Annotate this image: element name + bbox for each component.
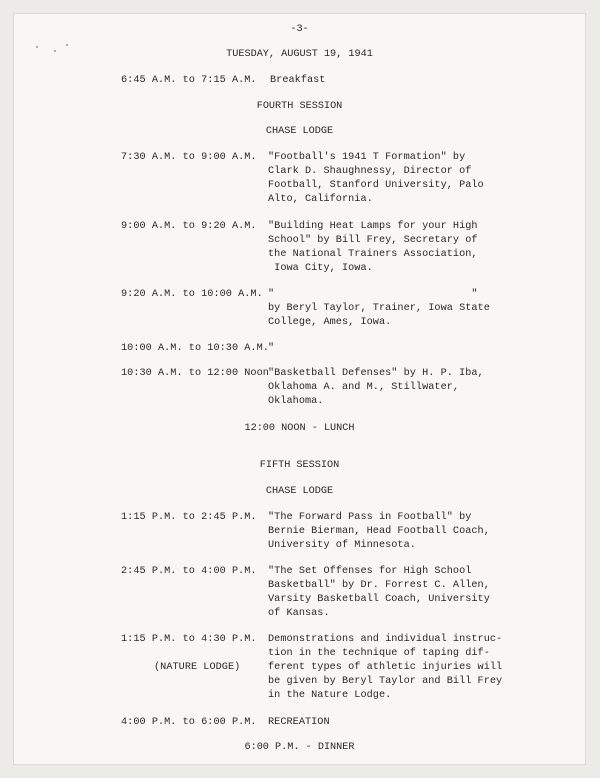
schedule-desc-line: "The Forward Pass in Football" by [268,512,472,523]
schedule-desc-line: "Building Heat Lamps for your High [268,221,478,232]
schedule-desc-line: be given by Beryl Taylor and Bill Frey [268,676,503,687]
schedule-desc-line: " [268,343,275,354]
fourth-session-location: CHASE LODGE [265,126,334,137]
schedule-desc-line: "The Set Offenses for High School [268,566,472,577]
schedule-desc-line: tion in the technique of taping dif- [268,648,490,659]
schedule-time: 1:15 P.M. to 2:45 P.M. [121,512,257,523]
schedule-desc-line: University of Minnesota. [268,540,416,551]
schedule-desc-line: Bernie Bierman, Head Football Coach, [268,526,490,537]
schedule-desc-line: Alto, California. [268,194,373,205]
schedule-desc-line: Demonstrations and individual instruc- [268,634,503,645]
schedule-desc-line: "Basketball Defenses" by H. P. Iba, [268,368,484,379]
schedule-time: 1:15 P.M. to 4:30 P.M. [121,634,257,645]
schedule-time: 4:00 P.M. to 6:00 P.M. [121,717,257,728]
lunch-heading: 12:00 NOON - LUNCH [244,423,355,434]
fifth-session-title: FIFTH SESSION [259,460,340,471]
schedule-desc-line: College, Ames, Iowa. [268,317,392,328]
schedule-time: 10:00 A.M. to 10:30 A.M. [121,343,269,354]
schedule-desc-line: ferent types of athletic injuries will [268,662,503,673]
schedule-desc-line: Oklahoma. [268,396,324,407]
schedule-desc-line: Varsity Basketball Coach, University [268,594,490,605]
schedule-desc-line: School" by Bill Frey, Secretary of [268,235,478,246]
schedule-desc-line: Clark D. Shaughnessy, Director of [268,166,472,177]
page-number: -3- [290,24,309,35]
schedule-desc-line: Iowa City, Iowa. [268,263,373,274]
breakfast-label: Breakfast [270,75,326,86]
document-page [14,14,585,764]
dinner-heading: 6:00 P.M. - DINNER [244,742,355,753]
schedule-desc-line: RECREATION [268,717,330,728]
schedule-desc-line: Basketball" by Dr. Forrest C. Allen, [268,580,490,591]
schedule-time: 9:20 A.M. to 10:00 A.M. [121,289,263,300]
schedule-time: 10:30 A.M. to 12:00 Noon [121,368,269,379]
schedule-desc-line: in the Nature Lodge. [268,690,392,701]
schedule-desc-line: Oklahoma A. and M., Stillwater, [268,382,460,393]
schedule-desc-line: by Beryl Taylor, Trainer, Iowa State [268,303,490,314]
schedule-time: 9:00 A.M. to 9:20 A.M. [121,221,257,232]
schedule-desc-line: " " [268,289,478,300]
fourth-session-title: FOURTH SESSION [256,101,343,112]
schedule-desc-line: "Football's 1941 T Formation" by [268,152,466,163]
schedule-desc-line: the National Trainers Association, [268,249,478,260]
paper-speck [66,44,68,46]
schedule-desc-line: of Kansas. [268,608,330,619]
schedule-desc-line: Football, Stanford University, Palo [268,180,484,191]
date-heading: TUESDAY, AUGUST 19, 1941 [226,49,373,60]
fifth-session-location: CHASE LODGE [265,486,334,497]
schedule-time: 2:45 P.M. to 4:00 P.M. [121,566,257,577]
schedule-location-note: (NATURE LODGE) [154,662,241,673]
schedule-time: 7:30 A.M. to 9:00 A.M. [121,152,257,163]
breakfast-time: 6:45 A.M. to 7:15 A.M. [121,75,257,86]
